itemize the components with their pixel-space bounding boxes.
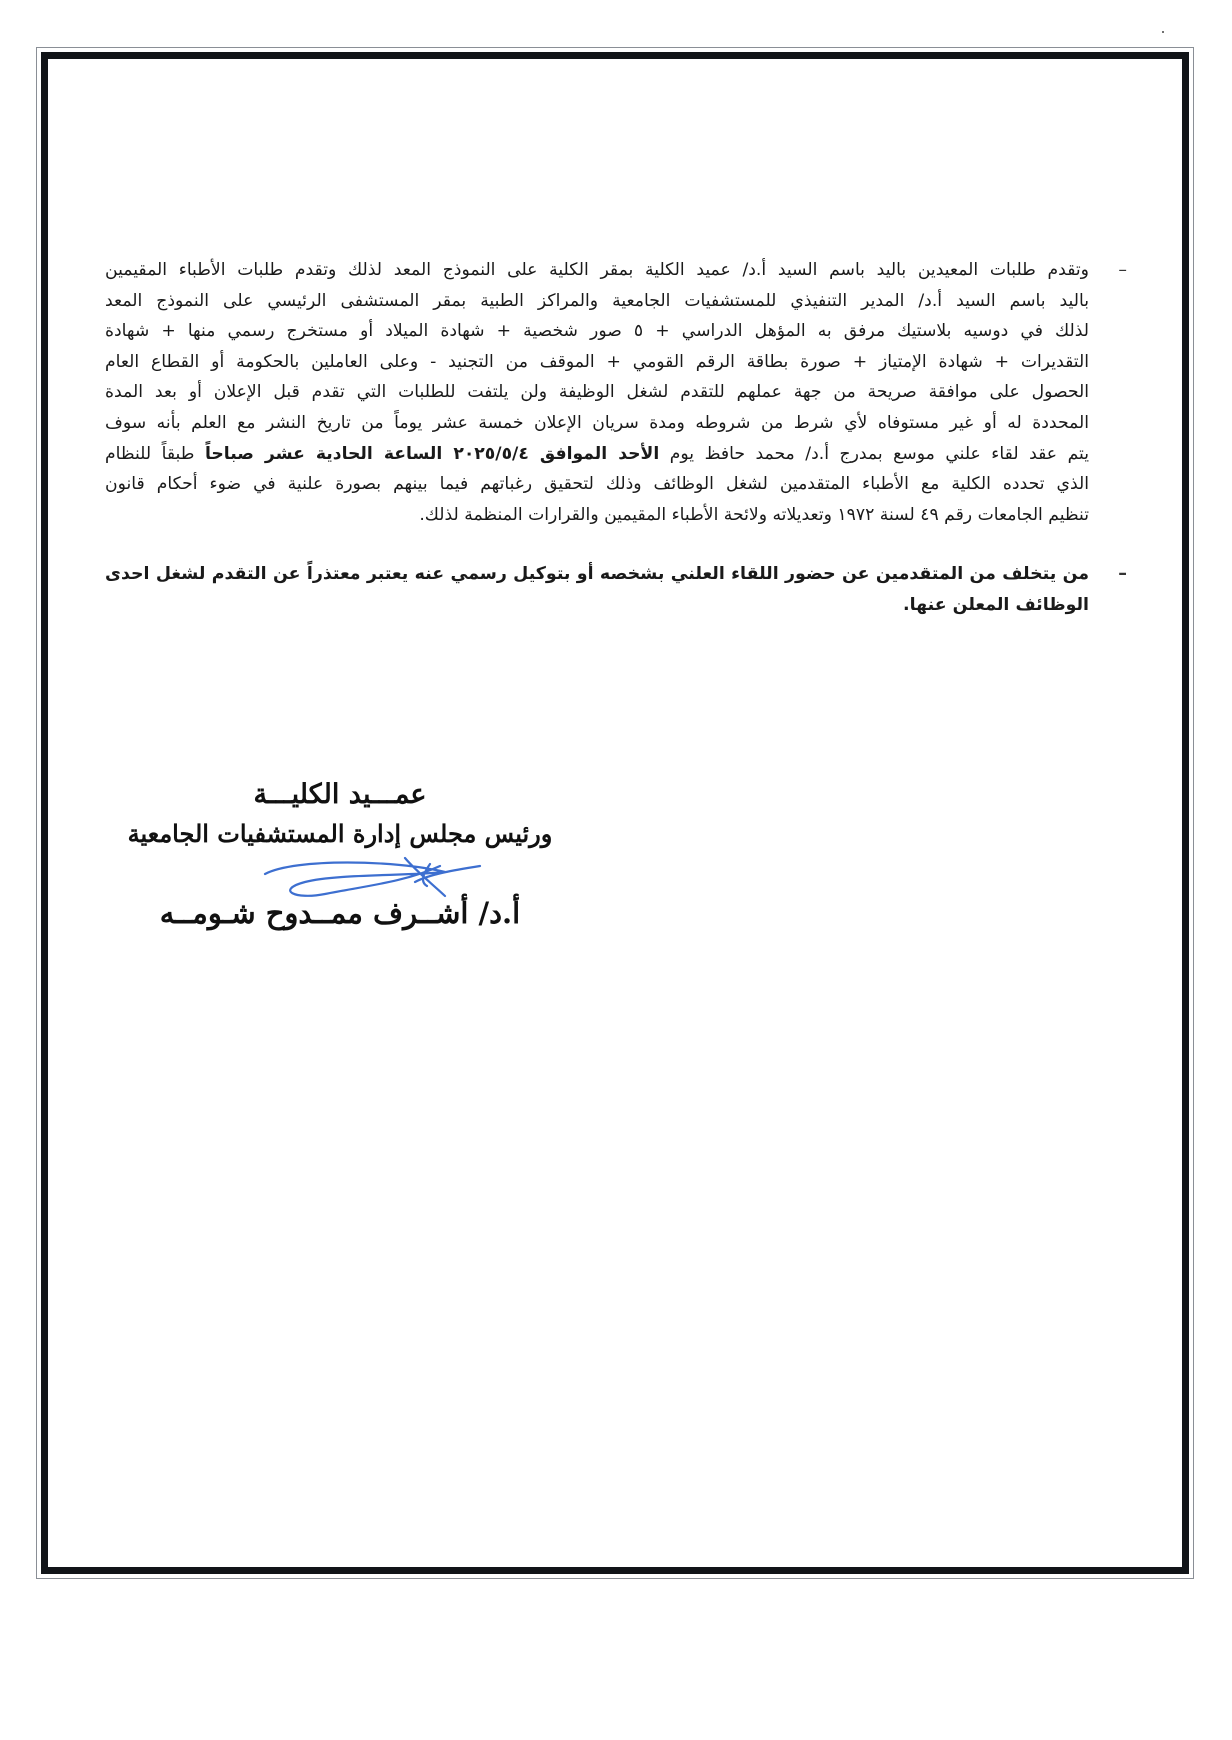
text-line: وتقدم طلبات المعيدين باليد باسم السيد أ.د/ عميد الكلية بمقر الكلية على النموذج المعد لذلك وتقدم طلبات الأطباء المقيمين (105, 260, 1089, 280)
text-line: الحصول على موافقة صريحة من جهة عملهم للتقدم لشغل الوظيفة ولن يلتفت للطلبات التي تقدم قبل الإعلان أو بعد المدة (105, 382, 1089, 403)
meeting-prefix: يتم عقد لقاء علني موسع بمدرج أ.د/ محمد حافظ يوم (659, 443, 1089, 464)
scan-speck (1162, 31, 1164, 33)
text-line: الذي تحدده الكلية مع الأطباء المتقدمين لشغل الوظائف وذلك لتحقيق رغباتهم فيما بينهم بصورة علنية في ضوء أحكام قانون (105, 474, 1089, 495)
text-line: باليد باسم السيد أ.د/ المدير التنفيذي للمستشفيات الجامعية والمراكز الطبية بمقر المستشفى الرئيسي على النموذج المعد (105, 290, 1089, 311)
text-line: من يتخلف من المتقدمين عن حضور اللقاء العلني بشخصه أو بتوكيل رسمي عنه يعتبر معتذراً عن التقدم لشغل احدى (105, 564, 1089, 585)
text-line: المحددة له أو غير مستوفاه لأي شرط من شروطه ومدة سريان الإعلان خمسة عشر يوماً من تاريخ النشر مع العلم بأنه سوف (105, 412, 1089, 433)
meeting-suffix: طبقاً للنظام (105, 443, 205, 464)
text-line: التقديرات + شهادة الإمتياز + صورة بطاقة الرقم القومي + الموقف من التجنيد - وعلى العاملين بالحكومة أو القطاع العام (105, 351, 1089, 372)
text-line: لذلك في دوسيه بلاستيك مرفق به المؤهل الدراسي + ٥ صور شخصية + شهادة الميلاد أو مستخرج رسمي منها + شهادة (105, 321, 1089, 342)
signatory-title: عمـــيد الكليـــة (253, 779, 427, 810)
bullet-dash: – (1118, 260, 1127, 280)
text-line: تنظيم الجامعات رقم ٤٩ لسنة ١٩٧٢ وتعديلاته ولائحة الأطباء المقيمين والقرارات المنظمة لذلك. (419, 504, 1089, 525)
document-body (105, 255, 1127, 621)
meeting-date-time: الأحد الموافق ٢٠٢٥/٥/٤ الساعة الحادية عشر صباحاً (204, 443, 660, 464)
handwritten-signature-icon (255, 852, 485, 912)
bullet-dash: – (1118, 564, 1127, 585)
paragraph-application-instructions (105, 255, 1127, 530)
paragraph-attendance-notice (105, 559, 1127, 620)
signatory-subtitle: ورئيس مجلس إدارة المستشفيات الجامعية (127, 819, 553, 848)
text-line: الوظائف المعلن عنها. (903, 594, 1089, 615)
signatory-name: أ.د/ أشــرف ممــدوح شـومــه (159, 896, 521, 930)
meeting-line (105, 439, 1089, 470)
